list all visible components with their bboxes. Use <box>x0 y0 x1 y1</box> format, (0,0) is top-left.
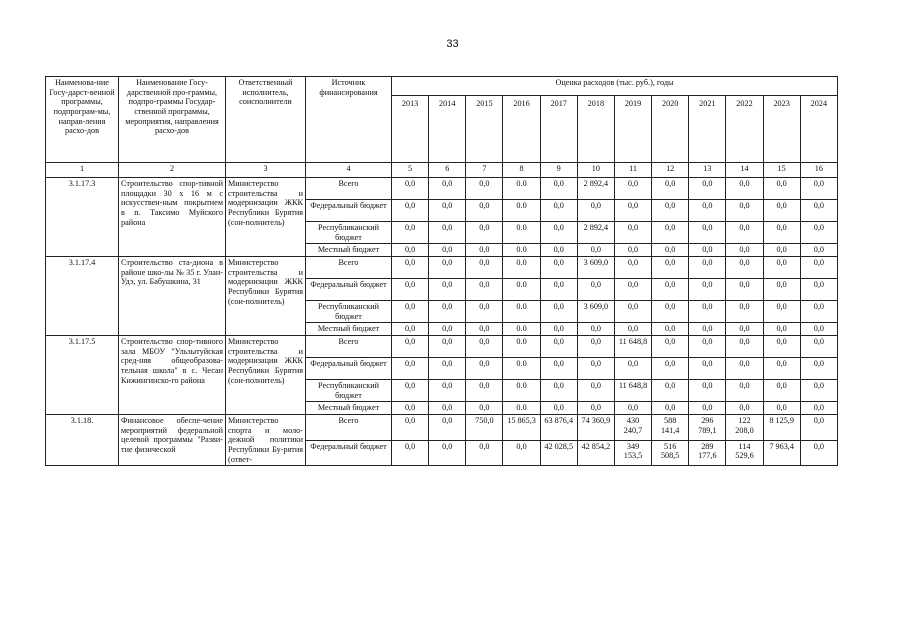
item-code: 3.1.17.5 <box>46 336 119 415</box>
table-row <box>46 257 838 279</box>
item-executor: Министерство спорта и моло-дежной политики Республики Бу-рятия (ответ- <box>226 415 306 466</box>
expense-value: 2 892,4 <box>577 178 614 200</box>
expense-value: 0,0 <box>466 178 503 200</box>
column-index: 14 <box>726 163 763 178</box>
header-name: Наименование Госу-дарственной про-граммы, подпро-граммы Государ-ственной программы, мероприятия, направления расхо-дов <box>119 77 226 163</box>
year-header: 2016 <box>503 96 540 163</box>
expense-value: 0,0 <box>392 440 429 466</box>
expense-value: 0,0 <box>763 336 800 358</box>
item-name: Строительство ста-диона в районе шко-лы № 35 г. Улан-Удэ, ул. Бабушкина, 31 <box>119 257 226 336</box>
expense-value: 3 609,0 <box>577 257 614 279</box>
expense-value: 0,0 <box>392 336 429 358</box>
item-code: 3.1.17.3 <box>46 178 119 257</box>
expense-value: 0,0 <box>540 222 577 244</box>
expense-value: 0,0 <box>726 244 763 257</box>
expense-value: 0,0 <box>652 200 689 222</box>
expense-value: 0,0 <box>689 222 726 244</box>
expense-value: 42 028,5 <box>540 440 577 466</box>
funding-source: Республиканский бюджет <box>306 380 392 402</box>
table-body <box>46 178 838 466</box>
expense-value: 0,0 <box>466 440 503 466</box>
expense-value: 0.0 <box>503 279 540 301</box>
expense-value: 0,0 <box>466 336 503 358</box>
expense-value: 0,0 <box>577 358 614 380</box>
page-number: 33 <box>446 38 459 50</box>
expense-value: 0,0 <box>652 336 689 358</box>
expense-value: 0,0 <box>726 336 763 358</box>
funding-source: Всего <box>306 257 392 279</box>
expense-value: 0,0 <box>689 402 726 415</box>
expense-value: 0.0 <box>503 178 540 200</box>
expense-value: 0,0 <box>800 440 837 466</box>
expense-value: 0.0 <box>503 358 540 380</box>
expense-value: 0,0 <box>392 380 429 402</box>
item-name: Строительство спор-тивного зала МБОУ "Ульзытуйская сред-няя общеобразова-тельная школа" в с. Чесан Кижингинско-го района <box>119 336 226 415</box>
year-header: 2013 <box>392 96 429 163</box>
expense-value: 0,0 <box>577 200 614 222</box>
expense-value: 0.0 <box>503 200 540 222</box>
table-row <box>46 336 838 358</box>
expense-value: 0,0 <box>392 402 429 415</box>
header-program: Наименова-ние Госу-дарст-венной программы, подпрограм-мы, направ-ления расхо-дов <box>46 77 119 163</box>
expense-value: 0,0 <box>800 200 837 222</box>
funding-source: Федеральный бюджет <box>306 279 392 301</box>
year-header: 2017 <box>540 96 577 163</box>
expense-value: 0,0 <box>614 301 651 323</box>
expense-value: 0,0 <box>800 402 837 415</box>
expense-value: 0.0 <box>503 336 540 358</box>
expense-value: 0,0 <box>429 279 466 301</box>
expense-value: 0,0 <box>466 380 503 402</box>
expense-value: 0,0 <box>614 200 651 222</box>
column-index: 8 <box>503 163 540 178</box>
year-header: 2015 <box>466 96 503 163</box>
expense-value: 0.0 <box>503 323 540 336</box>
expense-value: 0,0 <box>392 358 429 380</box>
expense-value: 0,0 <box>577 244 614 257</box>
funding-source: Местный бюджет <box>306 244 392 257</box>
expense-value: 0,0 <box>429 257 466 279</box>
expense-value: 0,0 <box>466 222 503 244</box>
expense-value: 0,0 <box>652 244 689 257</box>
expense-value: 0,0 <box>466 244 503 257</box>
expense-value: 0,0 <box>540 336 577 358</box>
expense-value: 0,0 <box>763 244 800 257</box>
expense-value: 0,0 <box>763 402 800 415</box>
expense-value: 516 508,5 <box>652 440 689 466</box>
column-index: 9 <box>540 163 577 178</box>
expense-value: 0,0 <box>429 415 466 441</box>
expense-value: 0,0 <box>429 222 466 244</box>
expense-value: 0,0 <box>577 323 614 336</box>
expense-value: 0,0 <box>652 380 689 402</box>
expense-value: 8 125,9 <box>763 415 800 441</box>
expense-value: 0,0 <box>540 200 577 222</box>
expense-value: 0,0 <box>540 279 577 301</box>
expense-value: 0,0 <box>429 301 466 323</box>
expense-value: 74 360,9 <box>577 415 614 441</box>
expense-value: 0,0 <box>652 358 689 380</box>
expense-value: 0,0 <box>614 358 651 380</box>
item-code: 3.1.18. <box>46 415 119 466</box>
expense-value: 0,0 <box>726 222 763 244</box>
expense-value: 11 648,8 <box>614 336 651 358</box>
expense-value: 0.0 <box>503 257 540 279</box>
expense-value: 0,0 <box>652 402 689 415</box>
expense-value: 0,0 <box>466 358 503 380</box>
column-index: 6 <box>429 163 466 178</box>
expense-value: 0,0 <box>466 323 503 336</box>
expense-value: 7 963,4 <box>763 440 800 466</box>
expense-value: 0,0 <box>392 178 429 200</box>
expense-value: 296 789,1 <box>689 415 726 441</box>
expense-value: 0,0 <box>614 279 651 301</box>
expense-value: 0.0 <box>503 222 540 244</box>
expense-value: 0,0 <box>800 244 837 257</box>
expense-value: 0,0 <box>392 257 429 279</box>
year-header: 2020 <box>652 96 689 163</box>
expense-value: 0,0 <box>652 257 689 279</box>
expense-value: 0,0 <box>763 301 800 323</box>
expense-value: 0.0 <box>503 244 540 257</box>
expense-value: 0,0 <box>652 301 689 323</box>
expense-value: 289 177,6 <box>689 440 726 466</box>
expense-value: 2 892,4 <box>577 222 614 244</box>
column-index: 1 <box>46 163 119 178</box>
expense-value: 0,0 <box>577 279 614 301</box>
expense-value: 0,0 <box>689 178 726 200</box>
expense-value: 0,0 <box>429 380 466 402</box>
expense-value: 0,0 <box>800 222 837 244</box>
expense-value: 0,0 <box>726 301 763 323</box>
expense-value: 0,0 <box>577 402 614 415</box>
item-name: Строительство спор-тивной площадки 30 х 16 м с искусствен-ным покрытием в п. Таксимо Муйского района <box>119 178 226 257</box>
funding-source: Федеральный бюджет <box>306 200 392 222</box>
expense-value: 0,0 <box>689 244 726 257</box>
expense-value: 0,0 <box>392 222 429 244</box>
funding-source: Всего <box>306 336 392 358</box>
expense-value: 0,0 <box>392 244 429 257</box>
expense-value: 0,0 <box>763 358 800 380</box>
column-index: 3 <box>226 163 306 178</box>
expense-value: 0,0 <box>726 200 763 222</box>
column-index: 11 <box>614 163 651 178</box>
item-executor: Министерство строительства и модернизации ЖКК Республики Бурятия (сои-полнитель) <box>226 336 306 415</box>
expense-value: 0,0 <box>800 301 837 323</box>
expense-value: 0,0 <box>540 301 577 323</box>
funding-source: Местный бюджет <box>306 323 392 336</box>
expense-value: 750,0 <box>466 415 503 441</box>
expense-value: 0,0 <box>800 279 837 301</box>
expense-value: 0,0 <box>614 323 651 336</box>
funding-source: Всего <box>306 178 392 200</box>
expense-value: 0,0 <box>763 200 800 222</box>
year-header: 2019 <box>614 96 651 163</box>
expense-value: 42 854,2 <box>577 440 614 466</box>
expense-value: 0,0 <box>392 323 429 336</box>
expense-value: 0,0 <box>652 222 689 244</box>
expense-value: 0,0 <box>429 244 466 257</box>
expense-value: 0,0 <box>466 279 503 301</box>
expense-value: 0,0 <box>800 380 837 402</box>
expense-value: 0,0 <box>540 257 577 279</box>
expense-value: 0,0 <box>689 380 726 402</box>
expense-value: 0,0 <box>800 358 837 380</box>
expense-value: 0,0 <box>392 200 429 222</box>
expense-value: 588 141,4 <box>652 415 689 441</box>
expense-value: 0,0 <box>689 323 726 336</box>
funding-source: Республиканский бюджет <box>306 301 392 323</box>
expense-value: 0,0 <box>392 301 429 323</box>
expense-value: 0,0 <box>429 440 466 466</box>
funding-source: Федеральный бюджет <box>306 358 392 380</box>
expense-value: 0.0 <box>503 380 540 402</box>
expense-value: 0,0 <box>392 415 429 441</box>
expense-value: 0,0 <box>540 402 577 415</box>
column-index: 7 <box>466 163 503 178</box>
expense-value: 0.0 <box>503 301 540 323</box>
column-index: 16 <box>800 163 837 178</box>
expense-value: 0,0 <box>429 358 466 380</box>
expense-value: 0,0 <box>466 402 503 415</box>
expense-value: 0,0 <box>763 178 800 200</box>
expense-value: 0,0 <box>763 222 800 244</box>
expense-value: 0,0 <box>689 200 726 222</box>
expense-value: 0,0 <box>726 257 763 279</box>
year-header: 2018 <box>577 96 614 163</box>
expense-value: 0,0 <box>763 279 800 301</box>
expense-value: 114 529,6 <box>726 440 763 466</box>
expense-value: 0,0 <box>689 336 726 358</box>
expense-value: 0,0 <box>429 336 466 358</box>
expense-value: 0,0 <box>614 178 651 200</box>
expense-value: 0,0 <box>689 279 726 301</box>
expense-value: 0,0 <box>800 178 837 200</box>
expense-value: 0,0 <box>726 380 763 402</box>
expense-value: 0,0 <box>689 257 726 279</box>
funding-source: Республиканский бюджет <box>306 222 392 244</box>
expense-value: 0,0 <box>726 323 763 336</box>
expense-value: 0,0 <box>614 257 651 279</box>
budget-table <box>45 76 838 466</box>
expense-value: 0,0 <box>429 200 466 222</box>
expense-value: 0,0 <box>614 222 651 244</box>
expense-value: 0,0 <box>429 178 466 200</box>
expense-value: 0,0 <box>614 244 651 257</box>
expense-value: 0,0 <box>466 301 503 323</box>
expense-value: 0,0 <box>652 279 689 301</box>
expense-value: 0,0 <box>726 402 763 415</box>
year-header: 2023 <box>763 96 800 163</box>
expense-value: 430 240,7 <box>614 415 651 441</box>
funding-source: Всего <box>306 415 392 441</box>
expense-value: 0,0 <box>577 380 614 402</box>
expense-value: 0,0 <box>800 323 837 336</box>
year-header: 2021 <box>689 96 726 163</box>
expense-value: 0,0 <box>540 244 577 257</box>
item-executor: Министерство строительства и модернизации ЖКК Республики Бурятия (сои-полнитель) <box>226 178 306 257</box>
expense-value: 0,0 <box>429 323 466 336</box>
expense-value: 0,0 <box>540 323 577 336</box>
column-index: 2 <box>119 163 226 178</box>
year-header: 2024 <box>800 96 837 163</box>
expense-value: 0,0 <box>763 380 800 402</box>
header-source: Источник финансирования <box>306 77 392 163</box>
expense-value: 0,0 <box>466 200 503 222</box>
expense-value: 0,0 <box>800 257 837 279</box>
expense-value: 0,0 <box>726 279 763 301</box>
expense-value: 0,0 <box>726 358 763 380</box>
table-row <box>46 415 838 441</box>
column-index: 10 <box>577 163 614 178</box>
item-code: 3.1.17.4 <box>46 257 119 336</box>
expense-value: 122 208,0 <box>726 415 763 441</box>
expense-value: 0,0 <box>726 178 763 200</box>
expense-value: 0,0 <box>763 323 800 336</box>
column-index: 4 <box>306 163 392 178</box>
expense-value: 0,0 <box>540 358 577 380</box>
year-header: 2014 <box>429 96 466 163</box>
column-index: 5 <box>392 163 429 178</box>
funding-source: Местный бюджет <box>306 402 392 415</box>
expense-value: 0,0 <box>800 336 837 358</box>
expense-value: 0,0 <box>466 257 503 279</box>
column-index: 12 <box>652 163 689 178</box>
expense-value: 0,0 <box>540 178 577 200</box>
header-executor: Ответственный исполнитель, соисполнители <box>226 77 306 163</box>
expense-value: 15 865,3 <box>503 415 540 441</box>
expense-value: 3 609,0 <box>577 301 614 323</box>
expense-value: 0,0 <box>652 178 689 200</box>
index-row <box>46 163 838 178</box>
expense-value: 63 876,4 <box>540 415 577 441</box>
expense-value: 0,0 <box>392 279 429 301</box>
item-executor: Министерство строительства и модернизации ЖКК Республики Бурятия (сои-полнитель) <box>226 257 306 336</box>
expense-value: 0,0 <box>652 323 689 336</box>
expense-value: 0,0 <box>800 415 837 441</box>
year-header: 2022 <box>726 96 763 163</box>
funding-source: Федеральный бюджет <box>306 440 392 466</box>
column-index: 13 <box>689 163 726 178</box>
expense-value: 0,0 <box>429 402 466 415</box>
expense-value: 0.0 <box>503 402 540 415</box>
expense-value: 0,0 <box>503 440 540 466</box>
header-estimate: Оценка расходов (тыс. руб.), годы <box>392 77 838 96</box>
expense-value: 349 153,5 <box>614 440 651 466</box>
expense-value: 0,0 <box>540 380 577 402</box>
expense-value: 0,0 <box>689 358 726 380</box>
expense-value: 0,0 <box>577 336 614 358</box>
column-index: 15 <box>763 163 800 178</box>
expense-value: 0,0 <box>614 402 651 415</box>
item-name: Финансовое обеспе-чение мероприятий федеральной целевой программы "Разви-тие физической <box>119 415 226 466</box>
expense-value: 0,0 <box>763 257 800 279</box>
expense-value: 0,0 <box>689 301 726 323</box>
expense-value: 11 648,8 <box>614 380 651 402</box>
table-row <box>46 178 838 200</box>
